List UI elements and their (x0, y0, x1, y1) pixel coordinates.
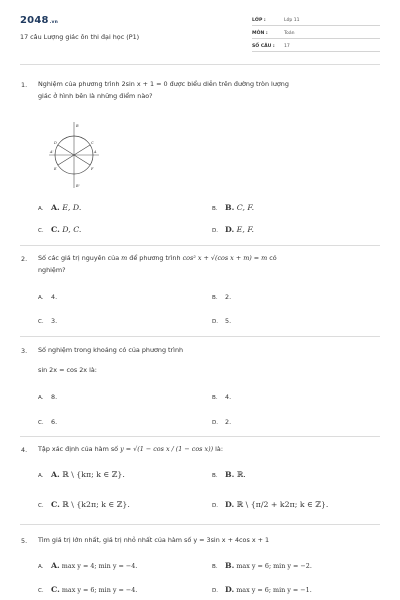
option-letter: D. (212, 420, 219, 426)
option-text: D, C. (59, 225, 82, 234)
option-text: 5. (225, 317, 232, 325)
option-letter: C. (38, 228, 44, 234)
option-letter: B. (212, 395, 218, 401)
question-fragment: là: (215, 445, 223, 453)
document-title: 17 câu Lượng giác ôn thi đại học (P1) (20, 33, 140, 41)
answer-option-a[interactable] (38, 470, 125, 479)
question-line: Số nghiệm trong khoảng có của phương trình (38, 346, 184, 354)
logo-text: 2048 (20, 15, 49, 26)
option-prefix: A. (51, 561, 60, 570)
option-prefix: D. (225, 225, 235, 234)
meta-subject (252, 29, 380, 39)
answer-option-a[interactable] (38, 393, 57, 401)
option-text: ℝ \ {π/2 + k2π; k ∈ ℤ}. (234, 500, 329, 509)
label-a: A (94, 150, 97, 154)
question-line (38, 443, 378, 455)
option-prefix: D. (225, 500, 235, 509)
option-text: max y = 6; min y = −2. (234, 562, 312, 570)
label-a-prime: A' (50, 150, 54, 154)
answer-option-b[interactable] (212, 203, 254, 212)
answer-option-c[interactable] (38, 500, 130, 509)
answer-option-b[interactable] (212, 470, 246, 479)
answer-option-d[interactable] (212, 500, 328, 509)
answer-option-d[interactable] (212, 317, 231, 325)
question-text (38, 78, 378, 102)
answer-option-c[interactable] (38, 317, 57, 325)
option-text: E, F. (234, 225, 255, 234)
answer-option-b[interactable] (212, 293, 231, 301)
option-text: max y = 6; min y = −4. (59, 586, 138, 594)
answer-option-b[interactable] (212, 561, 312, 570)
question-line: sin 2x = cos 2x là: (38, 366, 97, 374)
unit-circle-figure (46, 120, 102, 190)
meta-label: MÔN : (252, 31, 268, 36)
option-text: ℝ. (234, 470, 246, 479)
meta-label: SỐ CÂU : (252, 44, 275, 49)
option-letter: C. (38, 503, 44, 509)
option-letter: A. (38, 295, 44, 301)
math-equation: y = √(1 − cos x / (1 − cos x)) (120, 445, 214, 453)
question-text (38, 534, 378, 546)
option-text: 4. (225, 393, 232, 401)
document-header (0, 0, 400, 56)
meta-question-count (252, 42, 380, 52)
option-text: 2. (225, 418, 232, 426)
option-text: max y = 4; min y = −4. (59, 562, 138, 570)
option-letter: D. (212, 228, 219, 234)
site-logo[interactable] (20, 15, 58, 26)
question-fragment: Tập xác định của hàm số (38, 445, 119, 453)
question-number: 3. (21, 347, 28, 355)
option-prefix: D. (225, 585, 235, 594)
option-text: 8. (51, 393, 58, 401)
option-letter: A. (38, 206, 44, 212)
divider (20, 336, 380, 337)
answer-option-d[interactable] (212, 585, 312, 594)
option-letter: D. (212, 319, 219, 325)
answer-option-a[interactable] (38, 203, 81, 212)
question-line: nghiệm? (38, 266, 66, 274)
divider (20, 436, 380, 437)
math-variable: m (121, 254, 128, 262)
option-prefix: C. (51, 500, 60, 509)
option-prefix: B. (225, 561, 235, 570)
answer-option-c[interactable] (38, 585, 137, 594)
divider (20, 245, 380, 246)
option-prefix: A. (51, 470, 60, 479)
option-text: 4. (51, 293, 58, 301)
option-text: ℝ \ {k2π; k ∈ ℤ}. (59, 500, 130, 509)
answer-option-d[interactable] (212, 418, 231, 426)
question-line: Nghiệm của phương trình 2sin x + 1 = 0 được biểu diễn trên đường tròn lượng (38, 80, 289, 88)
option-prefix: B. (225, 203, 235, 212)
answer-option-a[interactable] (38, 561, 137, 570)
option-letter: B. (212, 206, 218, 212)
meta-value: Toán (284, 31, 295, 36)
label-b-prime: B' (76, 184, 80, 188)
answer-option-b[interactable] (212, 393, 231, 401)
option-prefix: C. (51, 225, 60, 234)
option-letter: A. (38, 395, 44, 401)
option-letter: D. (212, 503, 219, 509)
label-c: C (91, 141, 94, 145)
question-number: 5. (21, 537, 28, 545)
question-number: 1. (21, 81, 28, 89)
option-letter: B. (212, 473, 218, 479)
label-e: E (54, 167, 57, 171)
answer-option-c[interactable] (38, 418, 57, 426)
meta-class (252, 16, 380, 26)
question-text (38, 252, 378, 276)
option-text: max y = 6; min y = −1. (234, 586, 312, 594)
answer-option-d[interactable] (212, 225, 254, 234)
question-text (38, 443, 378, 455)
option-letter: D. (212, 588, 219, 594)
option-letter: C. (38, 588, 44, 594)
logo-suffix: .vn (49, 20, 59, 25)
meta-label: LỚP : (252, 18, 266, 23)
option-prefix: B. (225, 470, 235, 479)
divider (20, 524, 380, 525)
option-letter: C. (38, 319, 44, 325)
answer-option-c[interactable] (38, 225, 81, 234)
question-text (38, 344, 378, 376)
label-f: F (91, 167, 94, 171)
option-letter: A. (38, 473, 44, 479)
meta-value: Lớp 11 (284, 18, 300, 23)
option-letter: A. (38, 564, 44, 570)
option-letter: B. (212, 295, 218, 301)
divider (20, 64, 380, 65)
option-letter: B. (212, 564, 218, 570)
question-number: 2. (21, 255, 28, 263)
answer-option-a[interactable] (38, 293, 57, 301)
question-line (38, 252, 378, 264)
option-text: C, F. (234, 203, 255, 212)
option-letter: C. (38, 420, 44, 426)
meta-value: 17 (284, 44, 290, 49)
label-d: D (54, 141, 57, 145)
question-fragment: để phương trình (129, 254, 181, 262)
option-text: 2. (225, 293, 232, 301)
label-b: B (76, 124, 79, 128)
option-text: 3. (51, 317, 58, 325)
question-fragment: Số các giá trị nguyên của (38, 254, 120, 262)
question-line: Tìm giá trị lớn nhất, giá trị nhỏ nhất của hàm số y = 3sin x + 4cos x + 1 (38, 536, 270, 544)
option-prefix: C. (51, 585, 60, 594)
question-line: giác ở hình bên là những điểm nào? (38, 92, 153, 100)
question-number: 4. (21, 446, 28, 454)
math-equation: cos² x + √(cos x + m) = m (182, 254, 268, 262)
option-prefix: A. (51, 203, 60, 212)
option-text: E, D. (59, 203, 82, 212)
option-text: ℝ \ {kπ; k ∈ ℤ}. (59, 470, 125, 479)
question-fragment: có (269, 254, 277, 262)
option-text: 6. (51, 418, 58, 426)
